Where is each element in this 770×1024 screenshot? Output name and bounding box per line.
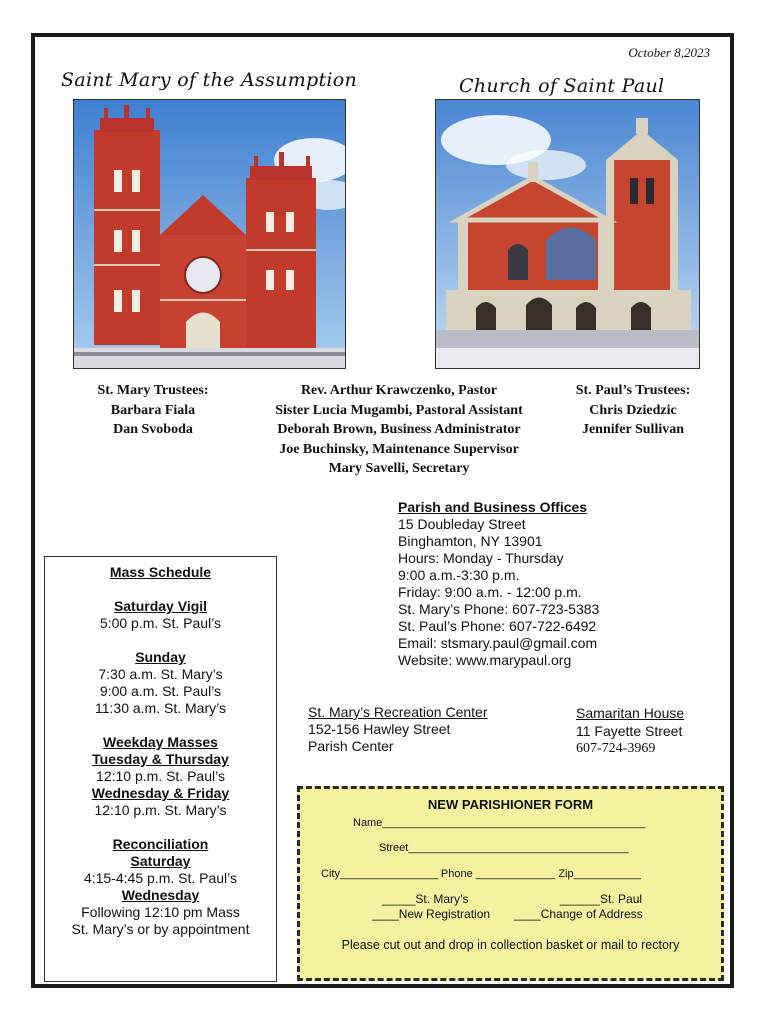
form-change-address-option[interactable]: ____Change of Address xyxy=(514,907,643,921)
reconciliation-saturday-heading: Saturday xyxy=(130,853,191,869)
staff-line: Mary Savelli, Secretary xyxy=(328,461,470,476)
st-mary-trustees-heading: St. Mary Trustees: xyxy=(97,383,209,398)
mass-schedule-box xyxy=(44,556,277,982)
trustee-name: Jennifer Sullivan xyxy=(581,422,685,437)
staff-line: Rev. Arthur Krawczenko, Pastor xyxy=(300,383,498,398)
offices-website[interactable]: Website: www.marypaul.org xyxy=(398,652,572,668)
reconciliation-wednesday-heading: Wednesday xyxy=(121,887,200,903)
form-st-paul-option[interactable]: ______St. Paul xyxy=(560,892,643,906)
form-street-field[interactable]: Street____________________________________ xyxy=(379,842,629,854)
offices-email[interactable]: Email: stsmary.paul@gmail.com xyxy=(398,635,598,651)
bulletin-frame xyxy=(31,33,734,988)
bulletin-date: October 8,2023 xyxy=(628,45,710,60)
staff-line: Joe Buchinsky, Maintenance Supervisor xyxy=(279,441,519,457)
samaritan-heading: Samaritan House xyxy=(576,705,685,721)
mass-time: 12:10 p.m. St. Paul’s xyxy=(96,768,225,784)
offices-line: Binghamton, NY 13901 xyxy=(398,533,543,549)
st-mary-church-photo xyxy=(73,99,346,369)
form-title: NEW PARISHIONER FORM xyxy=(427,797,594,812)
reconciliation-time: Following 12:10 pm Mass xyxy=(81,904,240,920)
staff-line: Deborah Brown, Business Administrator xyxy=(277,422,521,437)
offices-line: St. Paul’s Phone: 607-722-6492 xyxy=(398,618,597,634)
st-paul-trustees-heading: St. Paul’s Trustees: xyxy=(575,383,691,398)
clergy-staff-list xyxy=(249,381,549,479)
st-paul-trustees xyxy=(553,381,713,440)
form-note: Please cut out and drop in collection basket or mail to rectory xyxy=(341,938,680,952)
samaritan-phone: 607-724-3969 xyxy=(576,741,656,756)
saturday-vigil-heading: Saturday Vigil xyxy=(113,598,208,614)
reconciliation-time: St. Mary’s or by appointment xyxy=(71,921,250,937)
samaritan-house xyxy=(576,704,716,758)
form-new-registration-option[interactable]: ____New Registration xyxy=(372,907,491,921)
mass-time: 9:00 a.m. St. Paul’s xyxy=(99,683,222,699)
recreation-center xyxy=(308,704,528,755)
trustee-name: Dan Svoboda xyxy=(113,422,193,437)
wed-fri-heading: Wednesday & Friday xyxy=(91,785,230,801)
offices-line: St. Mary’s Phone: 607-723-5383 xyxy=(398,601,600,617)
trustee-name: Chris Dziedzic xyxy=(589,402,677,418)
new-parishioner-form xyxy=(297,786,724,981)
staff-line: Sister Lucia Mugambi, Pastoral Assistant xyxy=(275,402,523,418)
recreation-heading: St. Mary’s Recreation Center xyxy=(308,704,488,720)
recreation-address: 152-156 Hawley Street xyxy=(308,721,451,737)
samaritan-address: 11 Fayette Street xyxy=(576,723,683,739)
reconciliation-heading: Reconciliation xyxy=(112,836,209,852)
trustee-name: Barbara Fiala xyxy=(110,402,196,418)
st-mary-trustees xyxy=(73,381,233,440)
recreation-sub: Parish Center xyxy=(308,738,394,754)
tue-thu-heading: Tuesday & Thursday xyxy=(92,751,229,767)
offices-line: Friday: 9:00 a.m. - 12:00 p.m. xyxy=(398,584,582,600)
form-st-marys-option[interactable]: _____St. Mary’s xyxy=(382,892,469,906)
offices-line: 15 Doubleday Street xyxy=(398,516,526,532)
parish-offices xyxy=(398,499,698,669)
form-name-field[interactable]: Name___________________________________________ xyxy=(353,817,646,829)
title-st-mary: Saint Mary of the Assumption xyxy=(61,69,358,91)
mass-time: 11:30 a.m. St. Mary’s xyxy=(95,700,226,716)
offices-heading: Parish and Business Offices xyxy=(398,499,588,515)
mass-time: 5:00 p.m. St. Paul’s xyxy=(99,615,222,631)
sunday-heading: Sunday xyxy=(135,649,186,665)
mass-schedule-heading: Mass Schedule xyxy=(109,564,212,580)
st-paul-church-photo xyxy=(435,99,700,369)
offices-line: 9:00 a.m.-3:30 p.m. xyxy=(398,567,520,583)
mass-time: 7:30 a.m. St. Mary’s xyxy=(98,666,223,682)
offices-line: Hours: Monday - Thursday xyxy=(398,550,564,566)
reconciliation-time: 4:15-4:45 p.m. St. Paul’s xyxy=(83,870,238,886)
mass-time: 12:10 p.m. St. Mary’s xyxy=(94,802,227,818)
weekday-heading: Weekday Masses xyxy=(103,734,218,750)
form-city-phone-zip-fields[interactable]: City________________ Phone _____________ Zip___________ xyxy=(321,868,641,880)
title-st-paul: Church of Saint Paul xyxy=(459,75,665,97)
